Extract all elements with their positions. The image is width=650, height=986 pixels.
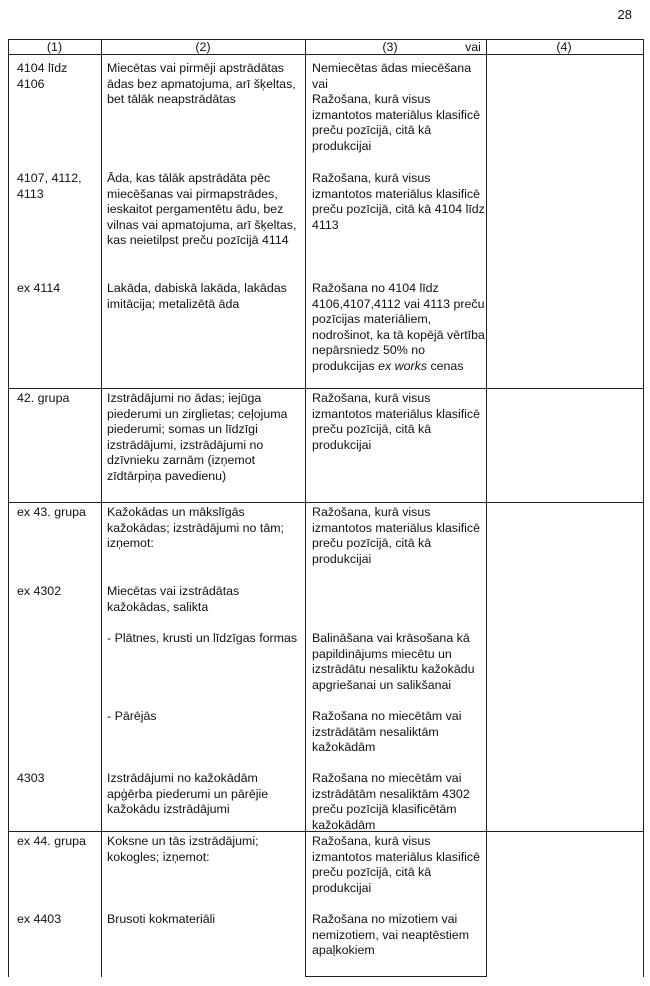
- cell-description: Miecētas vai pirmēji apstrādātas ādas bez apmatojuma, arī šķeltas, bet tālāk neapstrādātas: [107, 61, 296, 107]
- grid-line: [643, 39, 644, 977]
- page-number: 28: [617, 7, 632, 22]
- cell-working: Balināšana vai krāsošana kā papildinājums miecētu un izstrādātu nesaliktu kažokādu apgriešanai un salikšanai: [312, 631, 475, 692]
- cell-description: - Plātnes, krusti un līdzīgas formas: [107, 631, 298, 645]
- header-col2: (2): [195, 40, 211, 54]
- cell-heading: ex 4302: [17, 584, 62, 598]
- text-run: cenas: [427, 358, 464, 373]
- cell-heading: ex 4114: [17, 281, 61, 295]
- cell-working: [312, 281, 490, 375]
- cell-description: Lakāda, dabiskā lakāda, lakādas imitācija; metalizētā āda: [107, 281, 287, 311]
- cell-description: Izstrādājumi no ādas; iejūga piederumi un zirglietas; ceļojuma piederumi; somas un līdzīgi izstrādājumi, izstrādājumi no dzīvnieku zarnām (izņemot zīdtārpiņa pavedienu): [107, 391, 288, 483]
- cell-working: Ražošana no miecētām vai izstrādātām nesaliktām 4302 preču pozīcijā klasificētām kažokādām: [312, 771, 470, 832]
- cell-description: Miecētas vai izstrādātas kažokādas, salikta: [107, 584, 240, 614]
- header-col3: (3): [382, 40, 398, 54]
- cell-heading: 4104 līdz 4106: [17, 61, 68, 91]
- cell-description: - Pārējās: [107, 709, 157, 723]
- cell-description: Kažokādas un mākslīgās kažokādas; izstrādājumi no tām; izņemot:: [107, 505, 284, 551]
- grid-line: [8, 502, 644, 503]
- cell-heading: 4107, 4112, 4113: [17, 171, 82, 201]
- text-run: Ražošana no 4104 līdz 4106,4107,4112 vai 4113 preču pozīcijas materiāliem, nodrošinot, ka tā kopējā vērtība nepārsniedz 50% no produkcijas: [312, 281, 485, 373]
- header-col4: (4): [556, 40, 572, 54]
- rules-table: [8, 39, 644, 977]
- cell-heading: 4303: [17, 771, 45, 785]
- cell-heading: ex 44. grupa: [17, 834, 86, 848]
- cell-heading: ex 4403: [17, 912, 62, 926]
- cell-heading: ex 43. grupa: [17, 505, 86, 519]
- grid-line: [305, 39, 306, 977]
- cell-description: Izstrādājumi no kažokādām apģērba piederumi un pārējie kažokādu izstrādājumi: [107, 771, 269, 817]
- cell-heading: 42. grupa: [17, 391, 70, 405]
- cell-working: Ražošana, kurā visus izmantotos materiālus klasificē preču pozīcijā, citā kā produkcijai: [312, 391, 481, 452]
- cell-working: Ražošana, kurā visus izmantotos materiālus klasificē preču pozīcijā, citā kā produkcijai: [312, 505, 481, 566]
- cell-description: Brusoti kokmateriāli: [107, 912, 216, 926]
- cell-working: Ražošana, kurā visus izmantotos materiālus klasificē preču pozīcijā, citā kā 4104 līdz 4113: [312, 171, 485, 232]
- grid-line: [8, 388, 644, 389]
- grid-line: [305, 976, 487, 977]
- cell-working: Ražošana, kurā visus izmantotos materiālus klasificē preču pozīcijā, citā kā produkcijai: [312, 834, 481, 895]
- header-col1: (1): [46, 40, 63, 54]
- cell-working: Nemiecētas ādas miecēšana vai Ražošana, kurā visus izmantotos materiālus klasificē preču pozīcijā, citā kā produkcijai: [312, 61, 481, 153]
- cell-description: Koksne un tās izstrādājumi; kokogles; izņemot:: [107, 834, 259, 864]
- cell-description: Āda, kas tālāk apstrādāta pēc miecēšanas vai pirmapstrādes, ieskaitot pergamentētu ādu, bez vilnas vai apmatojuma, arī šķeltas, kas neietilpst preču pozīcijā 4114: [107, 171, 297, 248]
- ex-works-term: ex works: [378, 358, 428, 373]
- cell-working: Ražošana no mizotiem vai nemizotiem, vai neaptēstiem apaļkokiem: [312, 912, 470, 958]
- cell-working: Ražošana no miecētām vai izstrādātām nesaliktām kažokādām: [312, 709, 462, 755]
- grid-line: [8, 39, 9, 977]
- header-vai: vai: [465, 40, 481, 54]
